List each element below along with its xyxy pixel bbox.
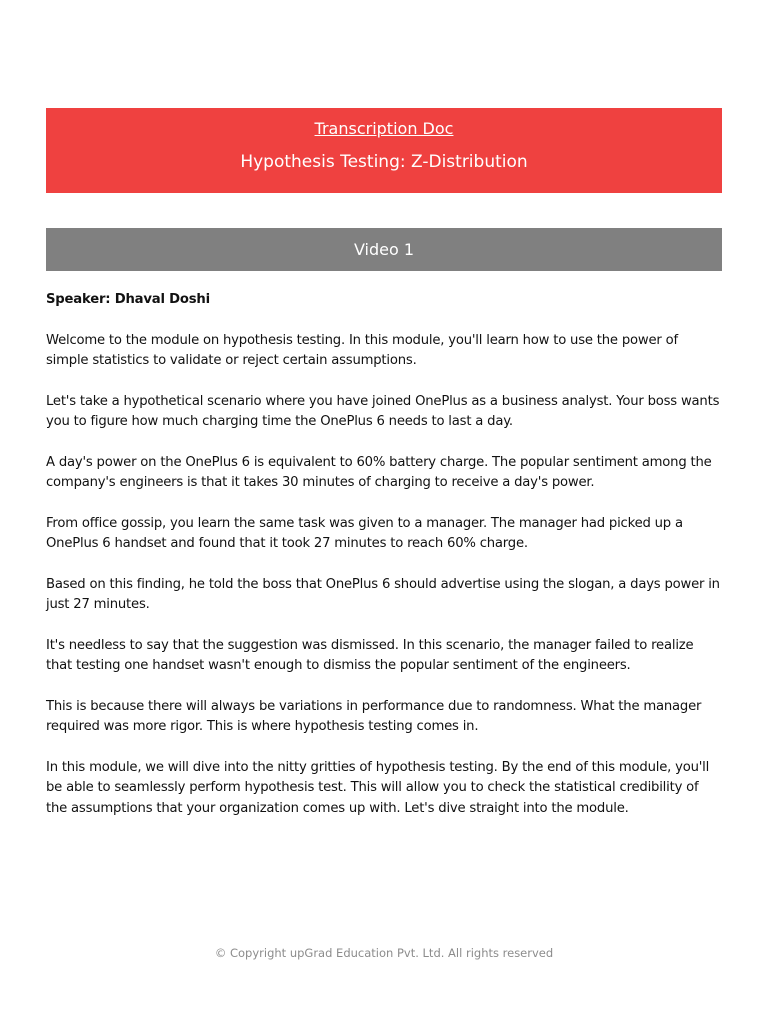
transcript-paragraph: Based on this finding, he told the boss that OnePlus 6 should advertise using the slogan, a days power in just 27 minutes. (46, 576, 720, 612)
transcript-paragraph: Let's take a hypothetical scenario where you have joined OnePlus as a business analyst. Your boss wants you to figure how much charging time the OnePlus 6 needs to last a day. (46, 393, 720, 429)
doc-type-label: Transcription Doc (314, 119, 454, 138)
transcript-paragraph: Welcome to the module on hypothesis testing. In this module, you'll learn how to use the power of simple statistics to validate or reject certain assumptions. (46, 332, 678, 368)
transcript-paragraph: From office gossip, you learn the same task was given to a manager. The manager had picked up a OnePlus 6 handset and found that it took 27 minutes to reach 60% charge. (46, 515, 683, 551)
transcript-content (46, 290, 722, 839)
transcript-paragraph: This is because there will always be variations in performance due to randomness. What the manager required was more rigor. This is where hypothesis testing comes in. (46, 698, 702, 734)
copyright-footer: © Copyright upGrad Education Pvt. Ltd. All rights reserved (214, 946, 554, 960)
transcript-paragraph: It's needless to say that the suggestion was dismissed. In this scenario, the manager failed to realize that testing one handset wasn't enough to dismiss the popular sentiment of the engineers. (46, 637, 694, 673)
transcript-paragraph: A day's power on the OnePlus 6 is equivalent to 60% battery charge. The popular sentiment among the company's engineers is that it takes 30 minutes of charging to receive a day's power. (46, 454, 712, 490)
doc-title: Hypothesis Testing: Z-Distribution (240, 152, 528, 172)
section-bar-video: Video 1 (46, 228, 722, 271)
header-banner (46, 108, 722, 193)
speaker-label: Speaker: Dhaval Doshi (46, 292, 210, 307)
transcript-paragraph: In this module, we will dive into the nitty gritties of hypothesis testing. By the end of this module, you'll be able to seamlessly perform hypothesis test. This will allow you to check the statistical credibility of the assumptions that your organization comes up with. Let's dive straight into the module. (46, 759, 710, 816)
